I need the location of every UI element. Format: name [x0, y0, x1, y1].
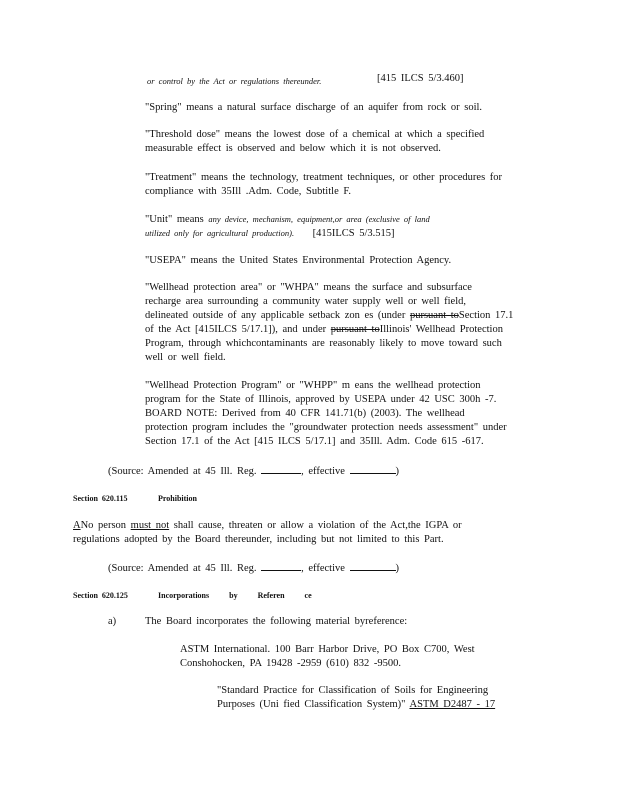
inserted-text: must not: [130, 520, 170, 531]
text-fragment: , effective: [301, 466, 345, 477]
deleted-text: pursuant to: [409, 310, 459, 321]
text-fragment: ): [395, 563, 400, 574]
definition-unit: [145, 213, 430, 226]
text-fragment: , effective: [301, 563, 345, 574]
text-fragment: or control by the Act or regulations thereunder.: [147, 76, 322, 86]
text-fragment: Purposes (Uni fied Classification System)": [217, 699, 406, 710]
blank-line: [261, 464, 301, 474]
text-line: measurable effect is observed and below which it is not observed.: [145, 143, 441, 154]
text-line: recharge area surrounding a community water supply well or well field,: [145, 296, 466, 307]
text-fragment: utilized only for agricultural production).: [145, 228, 295, 238]
text-fragment: (Source: Amended at 45 Ill. Reg.: [108, 563, 257, 574]
standard-title: "Standard Practice for Classification of Soils for Engineering: [217, 685, 489, 696]
text-line: [145, 310, 513, 322]
text-line: [145, 324, 503, 336]
definition-threshold-dose: "Threshold dose" means the lowest dose of a chemical at which a specified: [145, 129, 485, 140]
text-fragment: delineated outside of any applicable setback zon es (under: [145, 310, 406, 321]
statute-citation: [415ILCS 5/3.515]: [312, 228, 395, 239]
deleted-text: pursuant to: [330, 324, 380, 335]
text-fragment: of the Act [415ILCS 5/17.1]), and under: [145, 324, 327, 335]
text-line: Section 17.1 of the Act [415 ILCS 5/17.1] and 35Ill. Adm. Code 615 -617.: [145, 436, 484, 447]
statute-citation: [415 ILCS 5/3.460]: [377, 73, 464, 84]
text-fragment: ): [395, 466, 400, 477]
text-line: Conshohocken, PA 19428 -2959 (610) 832 -9500.: [180, 658, 402, 669]
text-fragment: (Source: Amended at 45 Ill. Reg.: [108, 466, 257, 477]
blank-line: [350, 464, 396, 474]
text-fragment: Section 17.1: [458, 310, 514, 321]
text-line: compliance with 35Ill .Adm. Code, Subtitle F.: [145, 186, 351, 197]
definition-spring: "Spring" means a natural surface discharge of an aquifer from rock or soil.: [145, 102, 483, 113]
text-line: [147, 75, 321, 87]
section-number: Section 620.125: [73, 591, 128, 600]
section-title: Prohibition: [158, 494, 197, 503]
definition-whpp: "Wellhead Protection Program" or "WHPP" m eans the wellhead protection: [145, 380, 481, 391]
text-fragment: "Unit" means: [145, 214, 204, 225]
blank-line: [350, 561, 396, 571]
definition-usepa: "USEPA" means the United States Environmental Protection Agency.: [145, 255, 452, 266]
definition-whpa: "Wellhead protection area" or "WHPA" means the surface and subsurface: [145, 282, 472, 293]
subsection-label: a): [108, 616, 117, 627]
source-note: [108, 561, 399, 575]
section-title: Incorporations by Referen ce: [158, 591, 312, 600]
text-fragment: shall cause, threaten or allow a violation of the Act,the IGPA or: [173, 520, 462, 531]
text-fragment: Illinois' Wellhead Protection: [379, 324, 503, 335]
text-line: Program, through whichcontaminants are reasonably likely to move toward such: [145, 338, 502, 349]
inserted-text: A: [73, 520, 81, 531]
subsection-text: The Board incorporates the following material byreference:: [145, 616, 408, 627]
text-line: [217, 699, 495, 711]
text-line: program for the State of Illinois, approved by USEPA under 42 USC 300h -7.: [145, 394, 497, 405]
astm-address: ASTM International. 100 Barr Harbor Drive, PO Box C700, West: [180, 644, 475, 655]
definition-treatment: "Treatment" means the technology, treatment techniques, or other procedures for: [145, 172, 503, 183]
blank-line: [261, 561, 301, 571]
section-number: Section 620.115: [73, 494, 128, 503]
text-line: [145, 227, 395, 240]
text-line: protection program includes the "groundwater protection needs assessment" under: [145, 422, 507, 433]
text-fragment: any device, mechanism, equipment,or area (exclusive of land: [208, 214, 430, 224]
board-note: BOARD NOTE: Derived from 40 CFR 141.71(b) (2003). The wellhead: [145, 408, 465, 419]
inserted-text: ASTM D2487 - 17: [409, 699, 496, 710]
prohibition-text: [73, 520, 462, 532]
text-fragment: No person: [80, 520, 127, 531]
source-note: [108, 464, 399, 478]
text-line: well or well field.: [145, 352, 226, 363]
text-line: regulations adopted by the Board thereunder, including but not limited to this Part.: [73, 534, 444, 545]
